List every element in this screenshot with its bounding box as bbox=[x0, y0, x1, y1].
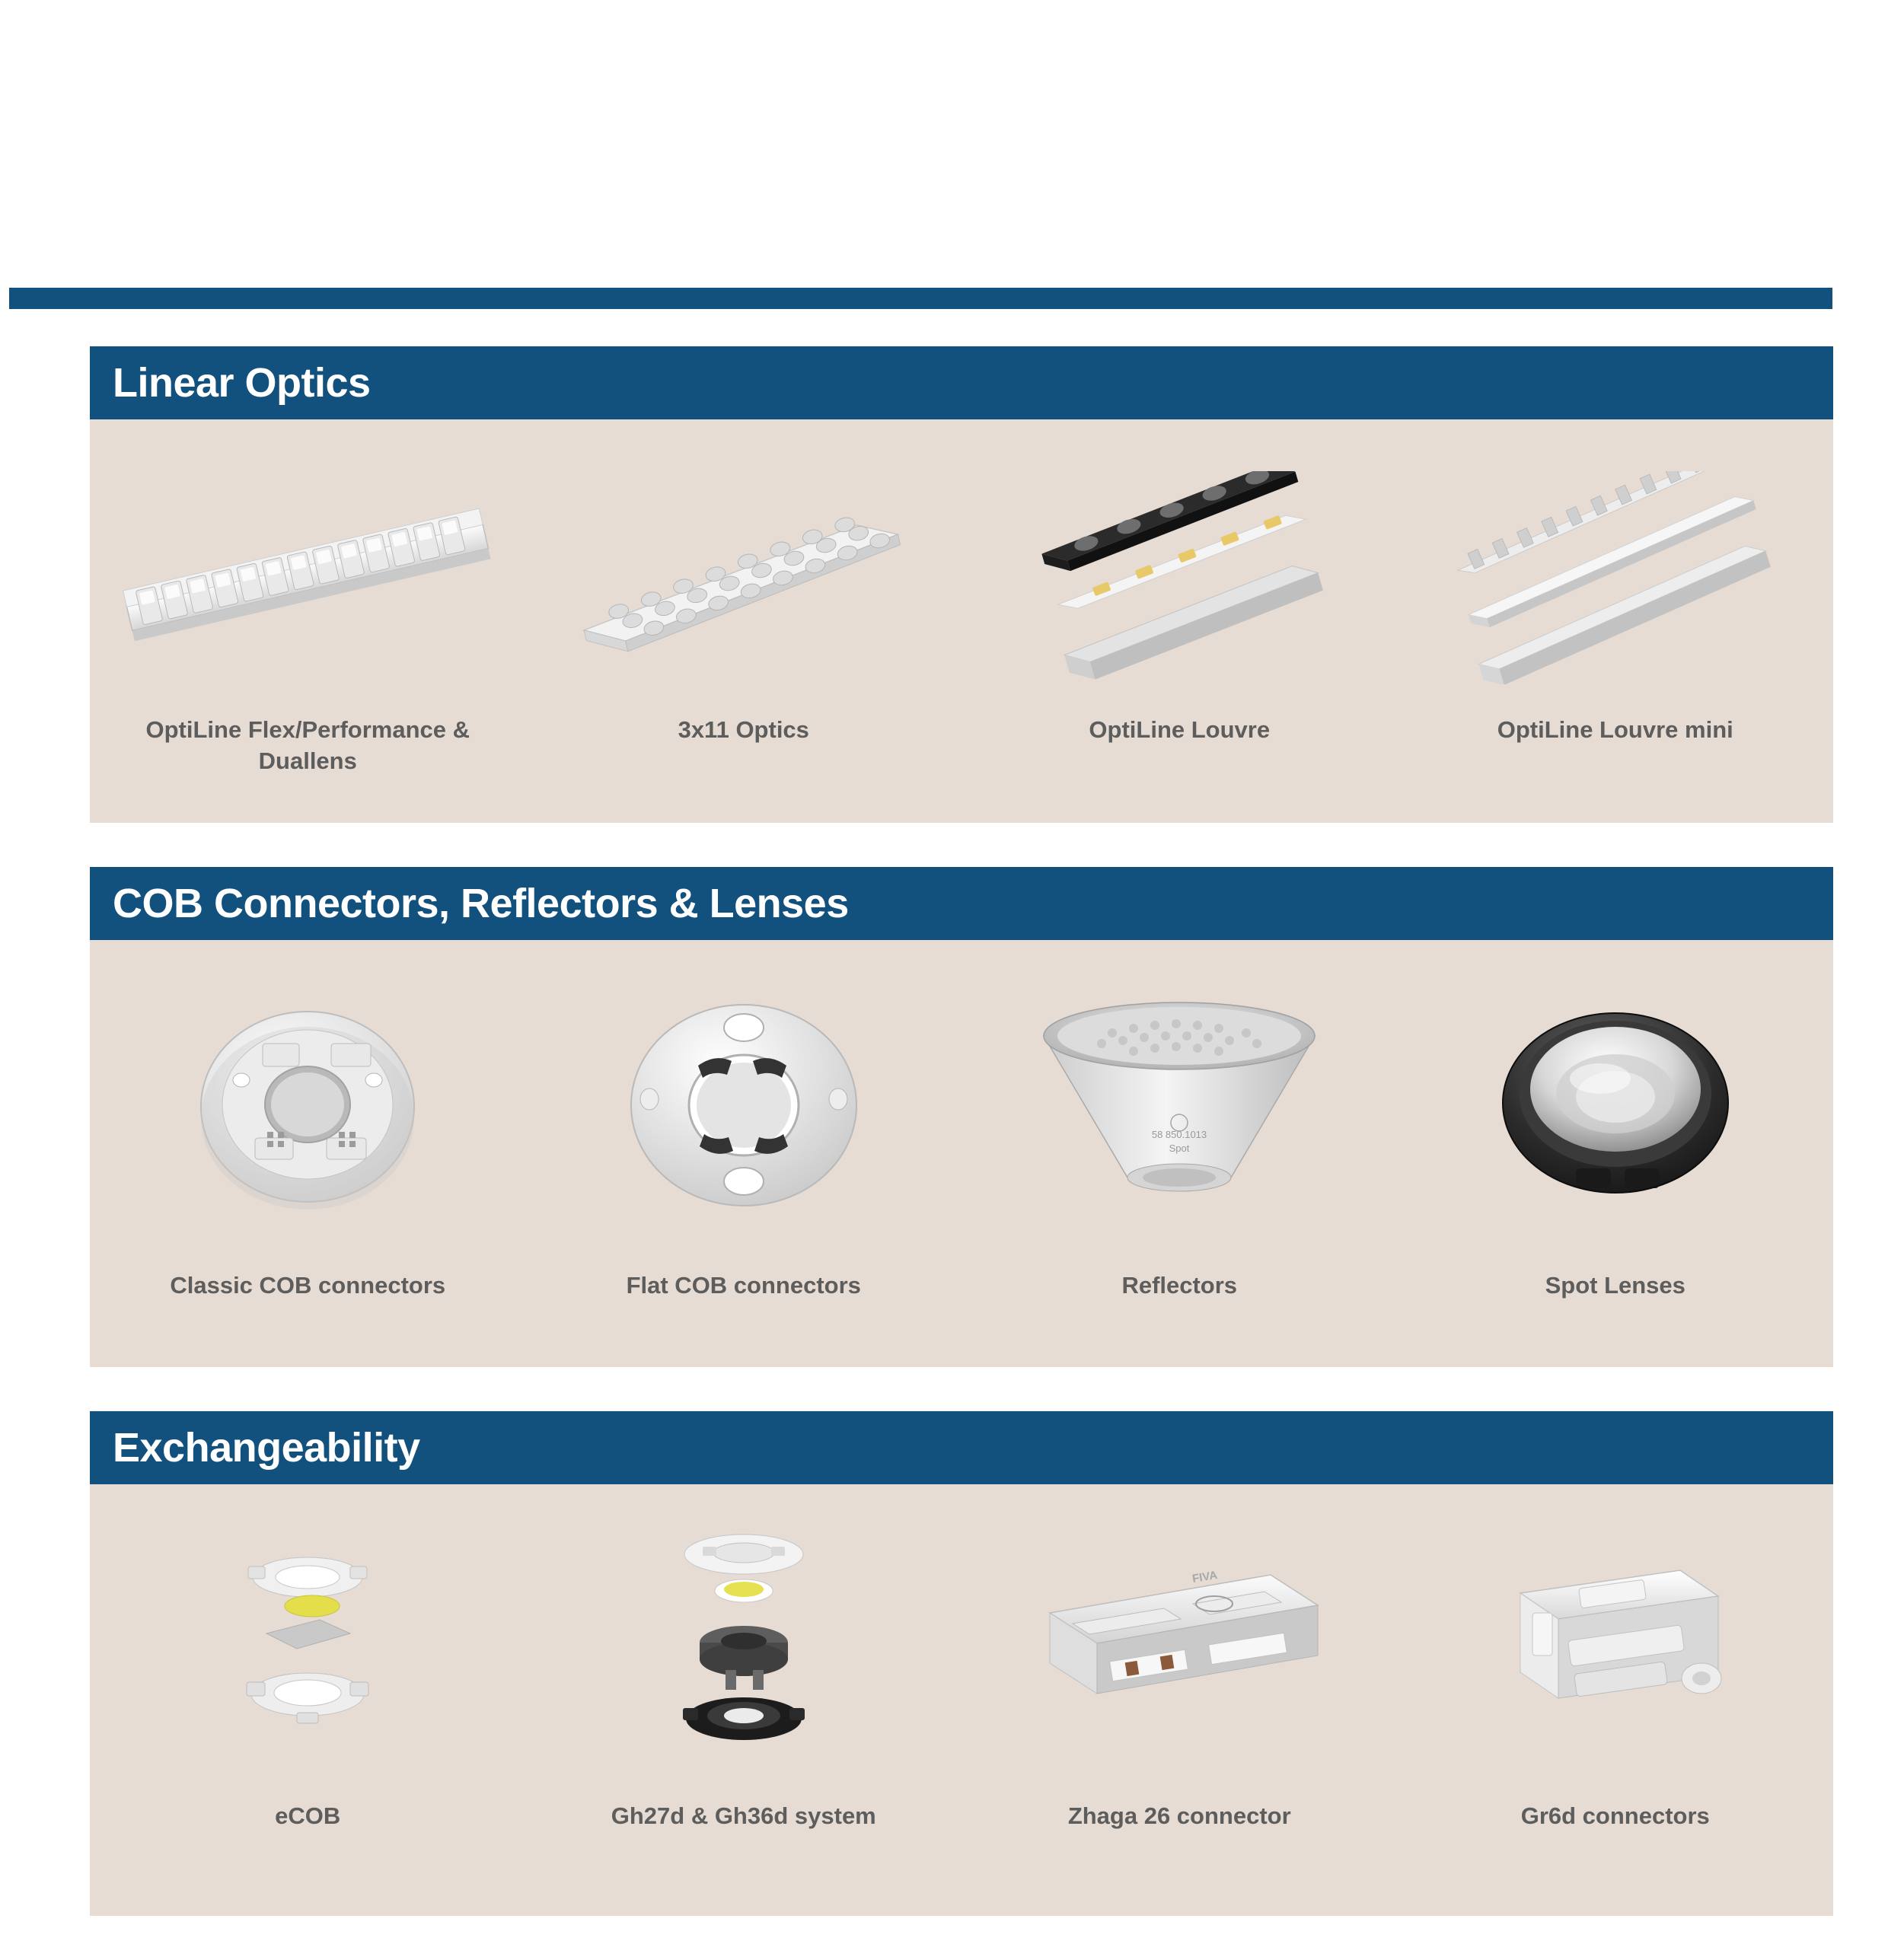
product-caption: OptiLine Flex/Performance & Duallens bbox=[145, 716, 470, 774]
product-caption: Spot Lenses bbox=[1545, 1271, 1685, 1299]
product-cell[interactable] bbox=[90, 464, 526, 777]
section-body-cob bbox=[90, 940, 1833, 1367]
section-body-linear-optics bbox=[90, 419, 1833, 823]
classic-cob-connector-icon bbox=[90, 974, 526, 1232]
product-cell[interactable] bbox=[90, 1528, 526, 1832]
product-caption: Gr6d connectors bbox=[1520, 1802, 1710, 1829]
louvre-strip-icon bbox=[962, 464, 1398, 692]
linear-optic-strip-icon bbox=[90, 464, 526, 692]
product-cell[interactable] bbox=[526, 974, 962, 1302]
gh27d-gh36d-exploded-icon bbox=[526, 1528, 962, 1757]
product-caption: Classic COB connectors bbox=[170, 1271, 446, 1299]
section-header-linear-optics bbox=[90, 346, 1833, 419]
top-divider-rule bbox=[9, 288, 1832, 309]
product-cell[interactable] bbox=[962, 974, 1398, 1302]
product-caption: OptiLine Louvre mini bbox=[1497, 716, 1733, 743]
gr6d-connector-icon bbox=[1398, 1528, 1834, 1757]
louvre-mini-strip-icon bbox=[1398, 464, 1834, 692]
zhaga-26-connector-icon bbox=[962, 1528, 1398, 1757]
product-cell[interactable] bbox=[526, 464, 962, 777]
section-linear-optics bbox=[90, 346, 1833, 823]
product-caption: eCOB bbox=[275, 1802, 341, 1829]
section-title: Linear Optics bbox=[113, 360, 371, 406]
product-caption: Zhaga 26 connector bbox=[1067, 1802, 1291, 1829]
section-title: COB Connectors, Reflectors & Lenses bbox=[113, 880, 849, 926]
product-caption: 3x11 Optics bbox=[678, 716, 809, 743]
reflector-cone-icon bbox=[962, 974, 1398, 1232]
ecob-exploded-icon bbox=[90, 1528, 526, 1757]
product-cell[interactable] bbox=[962, 464, 1398, 777]
product-cell[interactable] bbox=[1398, 1528, 1834, 1832]
reflector-beam-label: Spot bbox=[1169, 1142, 1190, 1154]
zhaga-part-label: FIVA bbox=[1191, 1568, 1219, 1586]
section-header-exchangeability bbox=[90, 1411, 1833, 1484]
reflector-code-label: 58 850.1013 bbox=[1152, 1128, 1207, 1140]
section-header-cob bbox=[90, 867, 1833, 940]
section-title: Exchangeability bbox=[113, 1424, 420, 1471]
spot-lens-icon bbox=[1398, 974, 1834, 1232]
flat-cob-connector-icon bbox=[526, 974, 962, 1232]
sections-container bbox=[90, 346, 1833, 1960]
product-caption: Reflectors bbox=[1121, 1271, 1238, 1299]
section-cob-connectors-reflectors-lenses bbox=[90, 867, 1833, 1367]
product-cell[interactable] bbox=[90, 974, 526, 1302]
product-caption: Flat COB connectors bbox=[626, 1271, 861, 1299]
section-body-exchangeability bbox=[90, 1484, 1833, 1916]
section-exchangeability bbox=[90, 1411, 1833, 1916]
product-caption: OptiLine Louvre bbox=[1089, 716, 1271, 743]
product-cell[interactable] bbox=[962, 1528, 1398, 1832]
product-caption: Gh27d & Gh36d system bbox=[611, 1802, 876, 1829]
product-cell[interactable] bbox=[1398, 464, 1834, 777]
lens-array-panel-icon bbox=[526, 464, 962, 692]
product-cell[interactable] bbox=[1398, 974, 1834, 1302]
product-cell[interactable] bbox=[526, 1528, 962, 1832]
